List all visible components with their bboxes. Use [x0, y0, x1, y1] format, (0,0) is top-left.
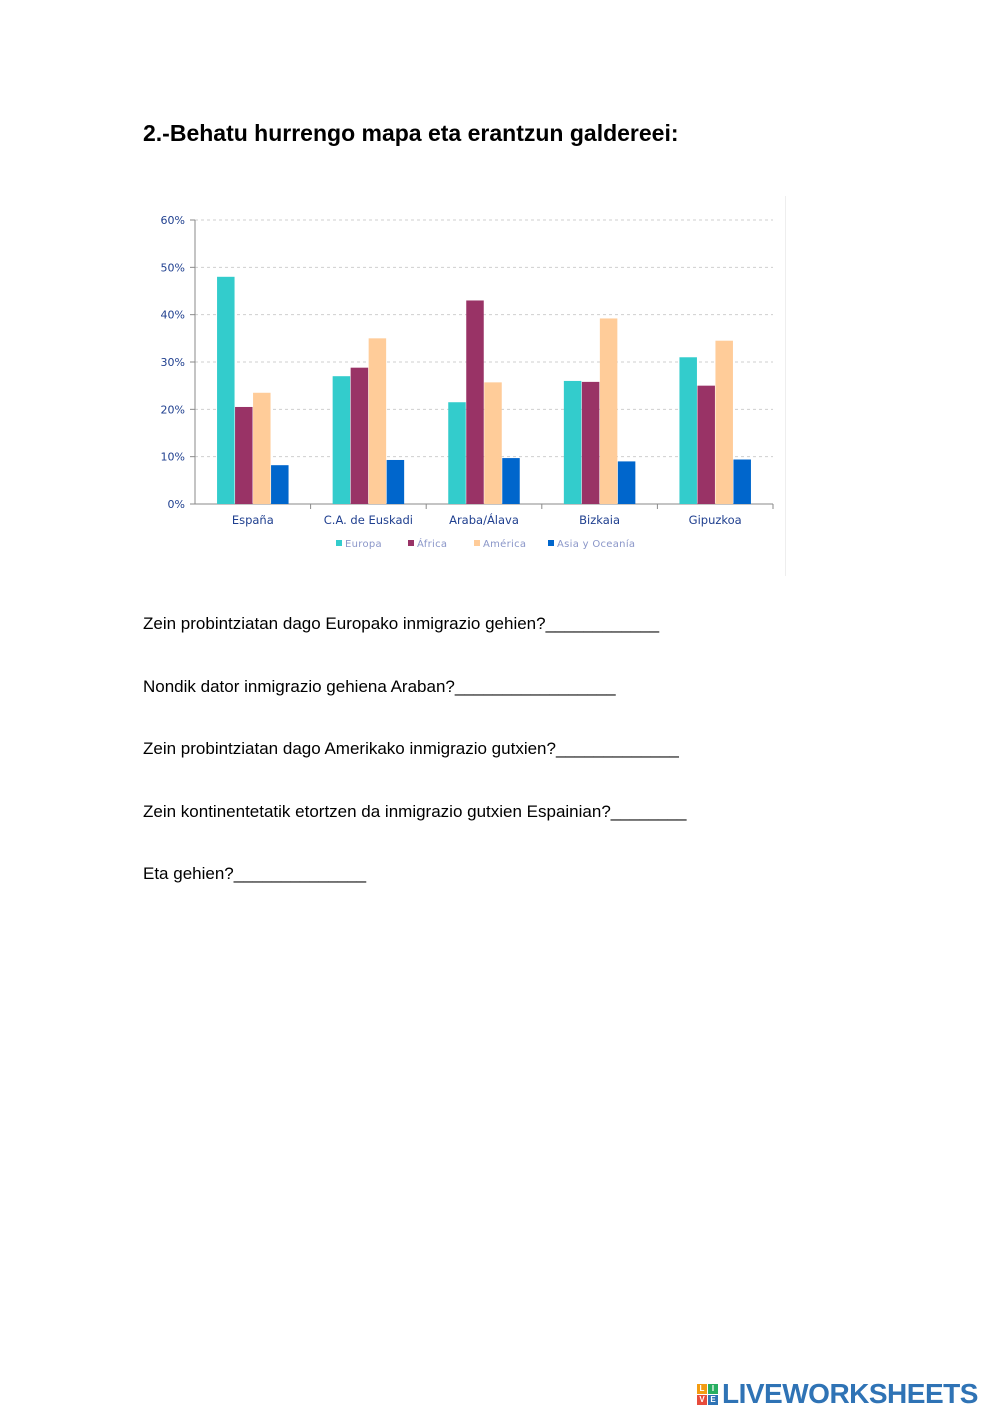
legend-swatch — [548, 540, 554, 546]
bar-chart — [143, 196, 786, 576]
bar — [333, 376, 351, 504]
bar — [253, 393, 270, 504]
liveworksheets-logo-icon — [697, 1384, 718, 1405]
question-5: Eta gehien?______________ — [143, 864, 367, 883]
logo-letter: L — [697, 1384, 707, 1394]
legend-swatch — [474, 540, 480, 546]
legend-swatch — [336, 540, 342, 546]
y-tick-label: 30% — [160, 356, 185, 369]
y-tick-label: 40% — [160, 308, 185, 322]
bar — [351, 368, 369, 504]
bar — [600, 318, 618, 504]
bar — [618, 461, 636, 504]
question-4: Zein kontinentetatik etortzen da inmigrazio gutxien Espainian?________ — [143, 802, 687, 821]
y-tick-label: 10% — [160, 450, 185, 464]
x-tick-label: C.A. de Euskadi — [323, 513, 414, 527]
bar — [679, 357, 697, 504]
x-tick-label: Gipuzkoa — [688, 513, 742, 527]
bar — [697, 386, 715, 504]
bar — [502, 458, 520, 504]
bar — [733, 460, 751, 504]
x-tick-label: Araba/Álava — [449, 513, 519, 527]
bar — [466, 300, 484, 504]
brand-text: LIVEWORKSHEETS — [722, 1378, 978, 1409]
worksheet-heading: 2.-Behatu hurrengo mapa eta erantzun galdereei: — [143, 120, 679, 146]
bar — [369, 338, 387, 504]
logo-letter: V — [697, 1395, 707, 1405]
bar — [564, 381, 582, 504]
legend-label: Asia y Oceanía — [557, 539, 636, 550]
logo-letter: I — [708, 1384, 718, 1394]
bar — [484, 382, 502, 504]
bar — [582, 382, 600, 504]
x-tick-label: Bizkaia — [579, 513, 621, 527]
legend-swatch — [408, 540, 414, 546]
chart-svg — [143, 196, 785, 576]
legend-label: América — [483, 539, 527, 550]
liveworksheets-brand[interactable] — [697, 1378, 978, 1410]
legend-label: Europa — [345, 539, 382, 550]
bar — [448, 402, 466, 504]
y-tick-label: 50% — [160, 261, 185, 275]
logo-letter: E — [708, 1395, 718, 1405]
question-3: Zein probintziatan dago Amerikako inmigrazio gutxien?_____________ — [143, 739, 679, 758]
x-tick-label: España — [231, 513, 274, 527]
question-2: Nondik dator inmigrazio gehiena Araban?_________________ — [143, 677, 616, 696]
y-tick-label: 0% — [167, 498, 185, 511]
bar — [235, 407, 253, 504]
bar — [271, 465, 289, 504]
legend-label: África — [417, 539, 448, 550]
bar — [217, 277, 235, 504]
bar — [715, 341, 733, 504]
y-tick-label: 60% — [160, 214, 185, 227]
y-tick-label: 20% — [160, 403, 185, 417]
bar — [387, 460, 405, 504]
question-1: Zein probintziatan dago Europako inmigrazio gehien?____________ — [143, 614, 660, 633]
